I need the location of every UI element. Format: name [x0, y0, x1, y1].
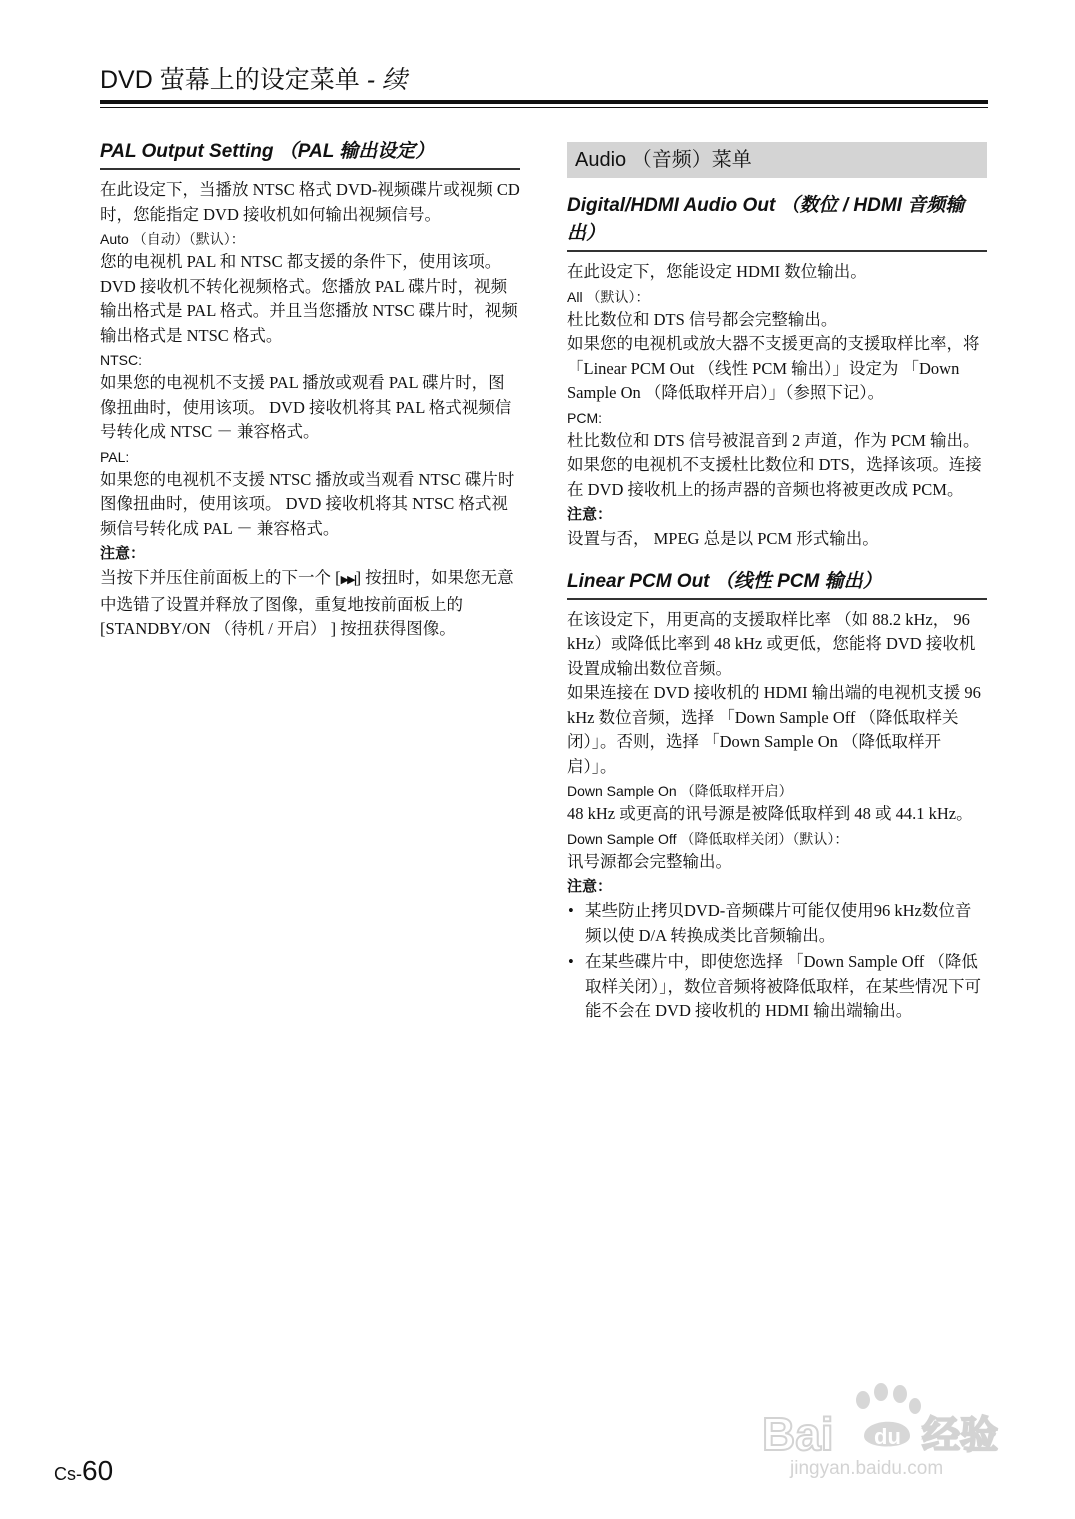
watermark-url: jingyan.baidu.com — [790, 1458, 944, 1479]
option-text-down-sample-on: 48 kHz 或更高的讯号源是被降低取样到 48 或 44.1 kHz。 — [567, 804, 973, 823]
audio-menu-banner: Audio （音频）菜单 — [567, 142, 987, 178]
next-button-glyph: ▶▶| — [340, 573, 356, 586]
watermark-brand-du: du — [874, 1424, 901, 1449]
option-text-pal: 如果您的电视机不支援 NTSC 播放或当观看 NTSC 碟片时图像扭曲时，使用该项。 DVD 接收机将其 NTSC 格式视频信号转化成 PAL － 兼容格式。 — [100, 469, 515, 538]
page-number-prefix: Cs- — [54, 1464, 82, 1484]
option-text-all-1: 杜比数位和 DTS 信号都会完整输出。 — [567, 309, 838, 329]
page-header — [100, 62, 988, 108]
page-number — [54, 1455, 113, 1487]
note-text-before: 当按下并压住前面板上的下一个 [ — [100, 568, 341, 587]
option-label-ntsc: NTSC: — [100, 352, 142, 368]
bullet-icon: • — [568, 901, 574, 920]
header-rule-thick — [100, 100, 988, 104]
digital-note-text: 设置与否， MPEG 总是以 PCM 形式输出。 — [567, 529, 879, 548]
pal-output-setting-heading: PAL Output Setting （PAL 输出设定） — [100, 138, 520, 170]
linear-note-list — [567, 899, 987, 1024]
digital-note-label: 注意： — [567, 506, 613, 523]
page-title — [100, 62, 988, 98]
linear-note-label: 注意： — [567, 878, 613, 895]
option-label-all: All （默认）： — [567, 288, 650, 305]
watermark-brand: Bai — [762, 1408, 834, 1460]
header-rule-thin — [100, 107, 988, 108]
digital-hdmi-audio-out-heading: Digital/HDMI Audio Out （数位 / HDMI 音频输出） — [567, 192, 987, 252]
section-gap — [567, 552, 987, 568]
list-item-text: 在某些碟片中，即使您选择 「Down Sample Off （降低取样关闭）」，数位音频将被降低取样，在某些情况下可能不会在 DVD 接收机的 HDMI 输出端输出。 — [585, 952, 981, 1020]
option-label-auto: Auto （自动）（默认）： — [100, 231, 245, 247]
list-item — [567, 950, 987, 1024]
option-label-pal: PAL: — [100, 448, 130, 465]
linear-intro-1: 在该设定下，用更高的支援取样比率 （如 88.2 kHz， 96 kHz）或降低比率到 48 kHz 或更低，您能将 DVD 接收机设置成输出数位音频。 — [567, 609, 976, 678]
watermark-brand-cn: 经验 — [922, 1413, 999, 1457]
linear-intro-2: 如果连接在 DVD 接收机的 HDMI 输出端的电视机支援 96 kHz 数位音频，选择 「Down Sample Off （降低取样关闭）」。否则，选择 「Down Sample On （降低取样开启）」。 — [567, 683, 981, 776]
digital-intro: 在此设定下，您能设定 HDMI 数位输出。 — [567, 262, 867, 281]
option-text-all-2: 如果您的电视机或放大器不支援更高的支援取样比率，将 「Linear PCM Out （线性 PCM 输出）」设定为 「Down Sample On （降低取样开启）」（参照下记）。 — [567, 334, 980, 402]
baidu-jingyan-watermark — [760, 1370, 1020, 1480]
option-label-pcm: PCM: — [567, 409, 602, 426]
option-label-down-sample-on: Down Sample On （降低取样开启） — [567, 783, 793, 799]
list-item-text: 某些防止拷贝DVD-音频碟片可能仅使用96 kHz数位音频以使 D/A 转换成类比音频输出。 — [585, 901, 972, 945]
pal-output-intro: 在此设定下，当播放 NTSC 格式 DVD-视频碟片或视频 CD 时，您能指定 DVD 接收机如何输出视频信号。 — [100, 180, 520, 224]
left-column — [100, 138, 520, 642]
option-text-pcm: 杜比数位和 DTS 信号被混音到 2 声道，作为 PCM 输出。如果您的电视机不支援杜比数位和 DTS，选择该项。连接在 DVD 接收机上的扬声器的音频也将被更改成 PCM。 — [567, 430, 982, 499]
option-label-down-sample-off: Down Sample Off （降低取样关闭）（默认）： — [567, 830, 849, 847]
page-title-continued: - 续 — [359, 66, 407, 94]
page-number-value: 60 — [82, 1455, 114, 1486]
page-title-main: DVD 萤幕上的设定菜单 — [100, 66, 360, 94]
option-text-down-sample-off: 讯号源都会完整输出。 — [567, 851, 732, 871]
right-column — [567, 138, 987, 1026]
linear-pcm-out-heading: Linear PCM Out （线性 PCM 输出） — [567, 568, 987, 600]
note-label: 注意： — [100, 545, 146, 562]
option-text-ntsc: 如果您的电视机不支援 PAL 播放或观看 PAL 碟片时，图像扭曲时，使用该项。 DVD 接收机将其 PAL 格式视频信号转化成 NTSC － 兼容格式。 — [100, 373, 512, 441]
bullet-icon: • — [568, 952, 574, 971]
list-item — [567, 899, 987, 948]
option-text-auto: 您的电视机 PAL 和 NTSC 都支援的条件下，使用该项。 DVD 接收机不转化视频格式。您播放 PAL 碟片时，视频输出格式是 PAL 格式。并且当您播放 NTSC 碟片时，视频输出格式是 NTSC 格式。 — [100, 252, 518, 345]
note-text — [100, 566, 520, 642]
note-text-after: ] 按扭时，如果您无意中选错了设置并释放了图像，重复地按前面板上的 [STANDBY/ON （待机 / 开启） ] 按扭获得图像。 — [100, 568, 514, 638]
